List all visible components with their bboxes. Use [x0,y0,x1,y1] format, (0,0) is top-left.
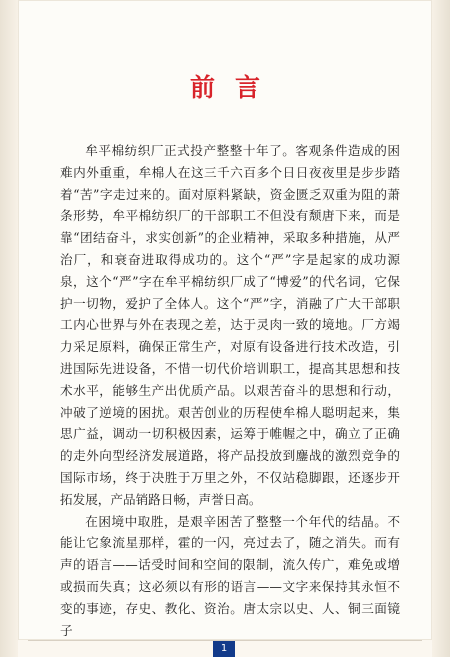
paragraph-1: 牟平棉纺织厂正式投产整整十年了。客观条件造成的困难内外重重，牟棉人在这三千六百多个日日夜夜里是步步踏着“苦”字走过来的。面对原料紧缺，资金匮乏双重为阻的萧条形势，牟平棉纺织厂的干部职工不但没有颓唐下来，而是靠“团结奋斗，求实创新”的企业精神，采取多种措施，从严治厂，和衰奋进取得成功的。这个“严”字是起家的成功源泉，这个“严”字在牟平棉纺织厂成了“博爱”的代名词，它保护一切物，爱护了全体人。这个“严”字，消融了广大干部职工内心世界与外在表现之差，达于灵肉一致的境地。厂方竭力采足原料，确保正常生产，对原有设备进行技术改造，引进国际先进设备，不惜一切代价培训职工，提高其思想和技术水平，能够生产出优质产品。以艰苦奋斗的思想和行动，冲破了逆境的困扰。艰苦创业的历程使牟棉人聪明起来，集思广益，调动一切积极因素，运筹于帷幄之中，确立了正确的走外向型经济发展道路，将产品投放到鏖战的激烈竞争的国际市场，终于决胜于万里之外，不仅站稳脚跟，还逐步开拓发展，产品销路日畅，声誉日高。 [60,143,400,507]
paragraph-2: 在困境中取胜，是艰辛困苦了整整一个年代的结晶。不能让它象流星那样，霍的一闪，亮过去了，随之消失。而有声的语言——话受时间和空间的限制，流久传广，难免或增或损而失真；这必须以有形的语言——文字来保持其永恒不变的事迹，存史、教化、资治。唐太宗以史、人、铜三面镜子 [60,513,400,638]
body-text [60,140,400,641]
page-number: 1 [213,641,235,657]
page-title: 前言 [189,73,280,102]
